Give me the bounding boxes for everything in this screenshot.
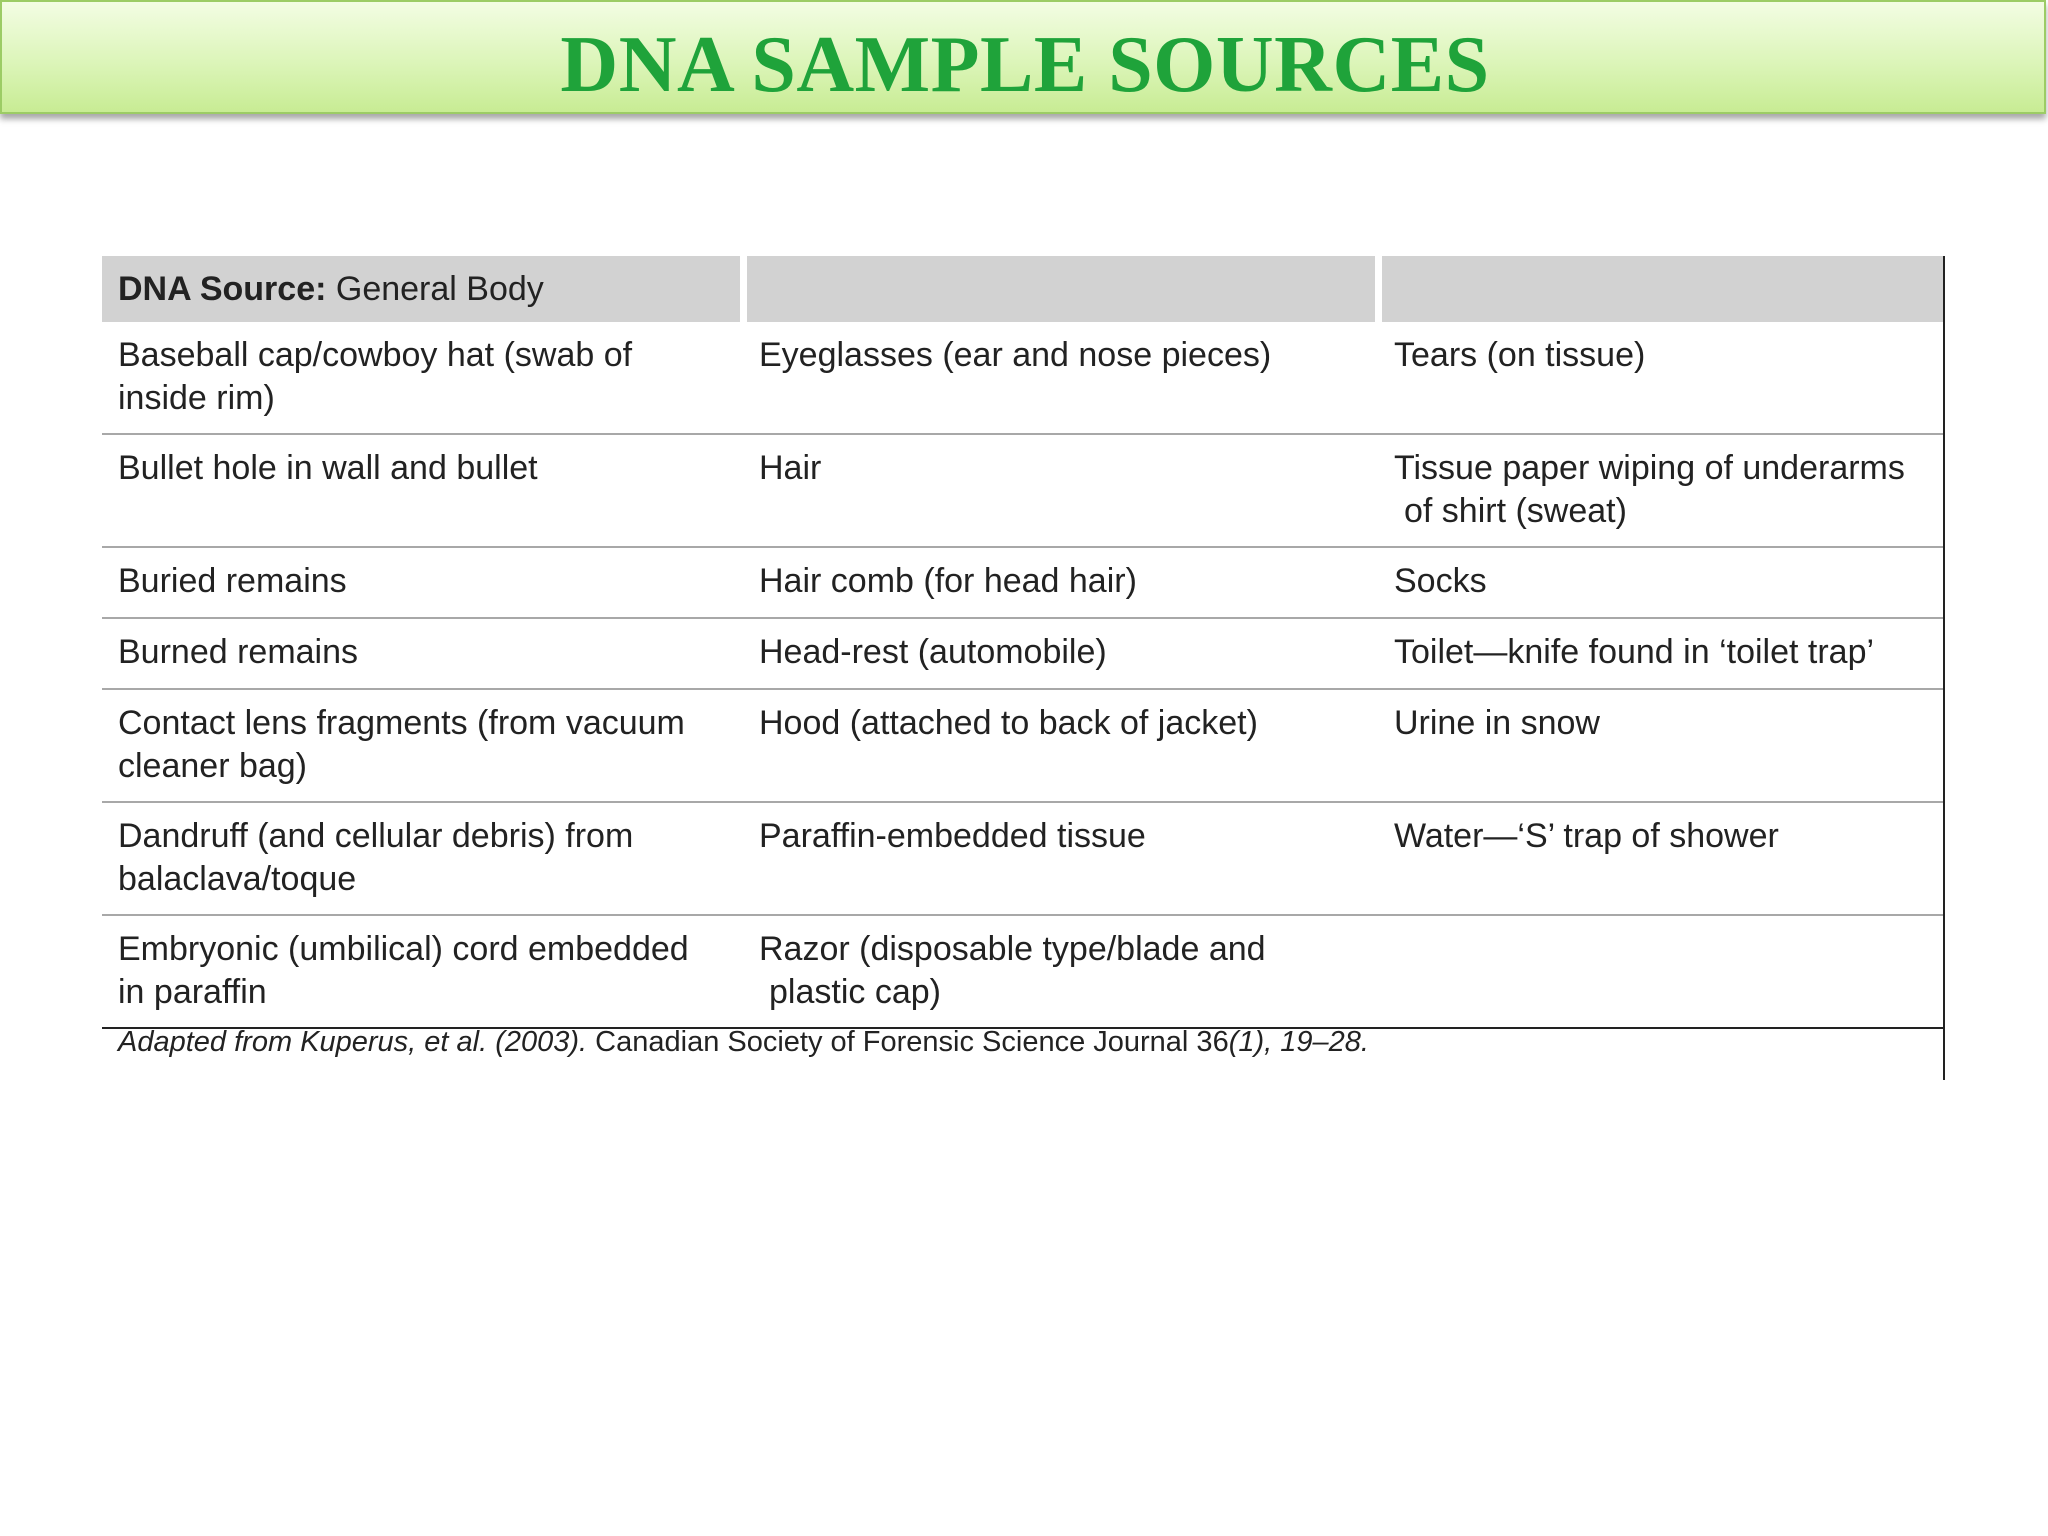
table-row [102,915,1943,1028]
table-row [102,322,1943,434]
table-cell [1378,802,1943,915]
table-cell [102,689,743,802]
cell-line: Bullet hole in wall and bullet [118,449,538,487]
table-cell [102,618,743,689]
cell-line: Water—‘S’ trap of shower [1394,817,1779,855]
table-cell [102,434,743,547]
table-cell [1378,434,1943,547]
table-row [102,547,1943,618]
header-label-bold: DNA Source: [118,269,327,308]
table-cell [102,322,743,434]
table-cell [743,547,1378,618]
dna-source-table-container [102,256,1945,1080]
cell-line: Dandruff (and cellular debris) from [118,817,634,855]
footnote-journal: Canadian Society of Forensic Science Journal 36 [587,1026,1229,1058]
table-cell [1378,547,1943,618]
cell-line: Urine in snow [1394,704,1600,742]
dna-source-table [102,256,1943,1029]
table-cell [102,547,743,618]
cell-line: Paraffin-embedded tissue [759,817,1146,855]
cell-line: Buried remains [118,562,347,600]
table-cell [743,434,1378,547]
cell-line: balaclava/toque [118,860,357,898]
cell-line: inside rim) [118,379,275,417]
table-footnote [118,1026,1369,1059]
cell-line: Tissue paper wiping of underarms [1394,449,1905,487]
cell-line: Contact lens fragments (from vacuum [118,704,685,742]
title-banner [0,0,2046,114]
table-cell [743,689,1378,802]
cell-line: Hair [759,449,822,487]
cell-line: in paraffin [118,973,267,1011]
cell-line: of shirt (sweat) [1404,492,1627,530]
header-label-rest: General Body [326,269,544,308]
table-cell [102,915,743,1028]
cell-line: Baseball cap/cowboy hat (swab of [118,336,633,374]
header-cell-empty [743,256,1378,322]
cell-line: Burned remains [118,633,359,671]
table-cell [1378,618,1943,689]
cell-line: Hair comb (for head hair) [759,562,1137,600]
footnote-citation: Adapted from Kuperus, et al. (2003). [118,1026,588,1058]
table-cell [743,618,1378,689]
table-cell [743,915,1378,1028]
cell-line: Hood (attached to back of jacket) [759,704,1258,742]
table-cell [1378,322,1943,434]
cell-line: Head-rest (automobile) [759,633,1107,671]
cell-line: Razor (disposable type/blade and [759,930,1266,968]
table-cell [743,802,1378,915]
cell-line: Tears (on tissue) [1394,336,1646,374]
table-header-row [102,256,1943,322]
table-cell [1378,689,1943,802]
table-row [102,689,1943,802]
cell-line: Embryonic (umbilical) cord embedded [118,930,689,968]
cell-line: Toilet—knife found in ‘toilet trap’ [1394,633,1875,671]
cell-line: Socks [1394,562,1487,600]
header-cell [102,256,743,322]
table-row [102,434,1943,547]
table-row [102,802,1943,915]
table-cell [102,802,743,915]
table-row [102,618,1943,689]
cell-line: plastic cap) [769,973,941,1011]
table-cell [743,322,1378,434]
cell-line: Eyeglasses (ear and nose pieces) [759,336,1272,374]
footnote-issue: (1), 19–28. [1228,1026,1369,1058]
cell-line: cleaner bag) [118,747,308,785]
table-cell [1378,915,1943,1028]
header-cell-empty [1378,256,1943,322]
slide-title: DNA SAMPLE SOURCES [560,21,1490,109]
